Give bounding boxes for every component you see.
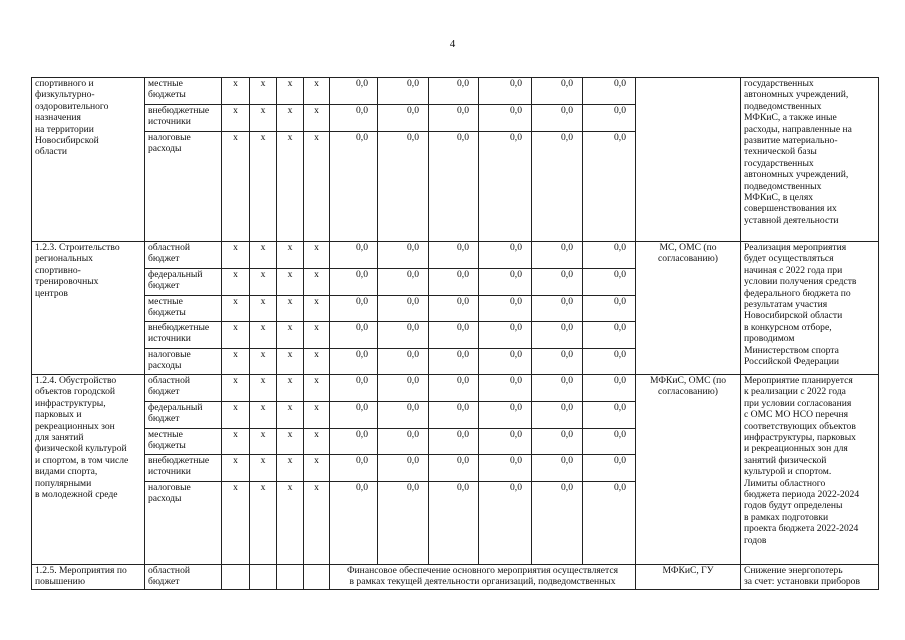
x-mark-cell: х [304,429,330,455]
x-mark-cell: х [222,455,250,482]
value-cell: 0,0 [429,482,479,565]
value-cell: 0,0 [479,349,532,375]
value-cell: 0,0 [378,242,429,269]
value-cell: 0,0 [429,429,479,455]
value-cell: 0,0 [429,78,479,105]
value-cell: 0,0 [378,349,429,375]
x-mark-cell: х [250,482,277,565]
value-cell: 0,0 [330,105,378,132]
value-cell: 0,0 [429,132,479,242]
value-cell: 0,0 [479,242,532,269]
table-row [32,375,879,402]
x-mark-cell: х [250,78,277,105]
x-mark-cell [304,565,330,590]
value-cell: 0,0 [330,429,378,455]
value-cell: 0,0 [479,455,532,482]
x-mark-cell: х [222,78,250,105]
value-cell: 0,0 [583,482,636,565]
value-cell: 0,0 [479,482,532,565]
value-cell: 0,0 [479,132,532,242]
value-cell: 0,0 [378,429,429,455]
funding-source-label: местные бюджеты [145,296,222,322]
x-mark-cell: х [222,242,250,269]
x-mark-cell: х [250,296,277,322]
x-mark-cell: х [250,402,277,429]
value-cell: 0,0 [429,455,479,482]
x-mark-cell: х [304,269,330,296]
executor-cell: МФКиС, ГУ [636,565,741,590]
x-mark-cell: х [250,429,277,455]
value-cell: 0,0 [330,269,378,296]
x-mark-cell: х [277,132,304,242]
value-cell: 0,0 [378,482,429,565]
value-cell: 0,0 [330,78,378,105]
x-mark-cell: х [250,105,277,132]
x-mark-cell: х [250,455,277,482]
value-cell: 0,0 [583,105,636,132]
funding-source-label: областной бюджет [145,375,222,402]
x-mark-cell: х [250,269,277,296]
funding-source-label: областной бюджет [145,565,222,590]
x-mark-cell: х [304,482,330,565]
x-mark-cell: х [277,429,304,455]
x-mark-cell: х [304,375,330,402]
table-row [32,242,879,269]
value-cell: 0,0 [583,296,636,322]
value-cell: 0,0 [429,296,479,322]
x-mark-cell: х [250,349,277,375]
funding-source-label: местные бюджеты [145,78,222,105]
description-cell: Мероприятие планируется к реализации с 2022 года при условии согласования с ОМС МО НСО перечня соответствующих объектов инфраструктуры, парковых и рекреационных зон для занятий физической культурой и спортом. Лимиты областного бюджета периода 2022-2024 годов будут определены в рамках подготовки проекта бюджета 2022-2024 годов [741,375,879,565]
x-mark-cell: х [277,455,304,482]
value-cell: 0,0 [532,242,583,269]
x-mark-cell: х [277,402,304,429]
x-mark-cell: х [250,375,277,402]
x-mark-cell [250,565,277,590]
value-cell: 0,0 [532,429,583,455]
x-mark-cell: х [277,296,304,322]
program-table [31,77,879,590]
value-cell: 0,0 [479,105,532,132]
value-cell: 0,0 [583,402,636,429]
value-cell: 0,0 [583,349,636,375]
x-mark-cell: х [222,349,250,375]
x-mark-cell: х [277,78,304,105]
description-cell: Снижение энергопотерь за счет: установки приборов [741,565,879,590]
value-cell: 0,0 [583,375,636,402]
value-cell: 0,0 [532,455,583,482]
activity-name: спортивного и физкультурно- оздоровительного назначения на территории Новосибирской области [32,78,145,242]
value-cell: 0,0 [532,482,583,565]
funding-source-label: налоговые расходы [145,349,222,375]
value-cell: 0,0 [378,296,429,322]
value-cell: 0,0 [330,242,378,269]
x-mark-cell: х [304,242,330,269]
x-mark-cell: х [222,322,250,349]
x-mark-cell: х [304,402,330,429]
x-mark-cell: х [222,429,250,455]
value-cell: 0,0 [583,242,636,269]
value-cell: 0,0 [583,132,636,242]
value-cell: 0,0 [479,375,532,402]
value-cell: 0,0 [330,402,378,429]
value-cell: 0,0 [378,78,429,105]
value-cell: 0,0 [532,349,583,375]
x-mark-cell: х [277,482,304,565]
x-mark-cell: х [222,375,250,402]
x-mark-cell: х [304,105,330,132]
funding-source-label: внебюджетные источники [145,322,222,349]
value-cell: 0,0 [583,322,636,349]
x-mark-cell: х [250,322,277,349]
value-cell: 0,0 [583,455,636,482]
x-mark-cell: х [222,296,250,322]
value-cell: 0,0 [532,269,583,296]
x-mark-cell: х [222,269,250,296]
x-mark-cell: х [222,105,250,132]
x-mark-cell: х [250,242,277,269]
x-mark-cell: х [222,402,250,429]
value-cell: 0,0 [532,132,583,242]
value-cell: 0,0 [429,375,479,402]
page-number: 4 [449,38,456,50]
value-cell: 0,0 [330,482,378,565]
x-mark-cell: х [277,322,304,349]
value-cell: 0,0 [532,105,583,132]
x-mark-cell: х [277,269,304,296]
value-cell: 0,0 [479,269,532,296]
value-cell: 0,0 [479,429,532,455]
x-mark-cell: х [222,482,250,565]
x-mark-cell: х [304,296,330,322]
value-cell: 0,0 [330,349,378,375]
value-cell: 0,0 [378,105,429,132]
value-cell: 0,0 [532,375,583,402]
executor-cell: МФКиС, ОМС (по согласованию) [636,375,741,565]
funding-source-label: внебюджетные источники [145,105,222,132]
x-mark-cell [222,565,250,590]
executor-cell [636,78,741,242]
x-mark-cell: х [304,78,330,105]
value-cell: 0,0 [330,296,378,322]
value-cell: 0,0 [378,455,429,482]
value-cell: 0,0 [330,132,378,242]
x-mark-cell: х [250,132,277,242]
value-cell: 0,0 [532,322,583,349]
activity-name: 1.2.5. Мероприятия по повышению [32,565,145,590]
x-mark-cell: х [277,105,304,132]
value-cell: 0,0 [479,296,532,322]
value-cell: 0,0 [583,78,636,105]
value-cell: 0,0 [378,402,429,429]
funding-source-label: налоговые расходы [145,482,222,565]
value-cell: 0,0 [378,322,429,349]
x-mark-cell: х [277,375,304,402]
value-cell: 0,0 [378,375,429,402]
x-mark-cell: х [304,349,330,375]
x-mark-cell: х [304,132,330,242]
funding-source-label: внебюджетные источники [145,455,222,482]
value-cell: 0,0 [429,105,479,132]
value-cell: 0,0 [429,242,479,269]
x-mark-cell: х [304,322,330,349]
value-cell: 0,0 [583,429,636,455]
x-mark-cell [277,565,304,590]
x-mark-cell: х [277,349,304,375]
value-cell: 0,0 [532,402,583,429]
value-cell: 0,0 [429,402,479,429]
value-cell: 0,0 [532,296,583,322]
description-cell: Реализация мероприятия будет осуществляться начиная с 2022 года при условии получения средств федерального бюджета по результатам участия Новосибирской области в конкурсном отборе, проводимом Министерством спорта Российской Федерации [741,242,879,375]
funding-source-label: налоговые расходы [145,132,222,242]
funding-source-label: областной бюджет [145,242,222,269]
x-mark-cell: х [304,455,330,482]
x-mark-cell: х [277,242,304,269]
value-cell: 0,0 [479,402,532,429]
activity-name: 1.2.4. Обустройство объектов городской инфраструктуры, парковых и рекреационных зон для занятий физической культурой и спортом, в том числе видами спорта, популярными в молодежной среде [32,375,145,565]
value-cell: 0,0 [330,322,378,349]
value-cell: 0,0 [330,455,378,482]
value-cell: 0,0 [378,132,429,242]
value-cell: 0,0 [429,349,479,375]
x-mark-cell: х [222,132,250,242]
value-cell: 0,0 [378,269,429,296]
table-row [32,565,879,590]
funding-source-label: федеральный бюджет [145,269,222,296]
funding-source-label: местные бюджеты [145,429,222,455]
value-cell: 0,0 [429,269,479,296]
value-cell: 0,0 [479,322,532,349]
activity-name: 1.2.3. Строительство региональных спортивно- тренировочных центров [32,242,145,375]
value-cell: 0,0 [330,375,378,402]
value-cell: 0,0 [479,78,532,105]
executor-cell: МС, ОМС (по согласованию) [636,242,741,375]
description-cell: государственных автономных учреждений, подведомственных МФКиС, а также иные расходы, направленные на развитие материально- технической базы государственных автономных учреждений, подведомственных МФКиС, в целях совершенствования их уставной деятельности [741,78,879,242]
table-body [32,78,879,590]
value-cell: 0,0 [583,269,636,296]
value-cell: 0,0 [429,322,479,349]
funding-source-label: федеральный бюджет [145,402,222,429]
table-row [32,78,879,105]
merged-financing-note: Финансовое обеспечение основного мероприятия осуществляется в рамках текущей деятельности организаций, подведомственных [330,565,636,590]
value-cell: 0,0 [532,78,583,105]
